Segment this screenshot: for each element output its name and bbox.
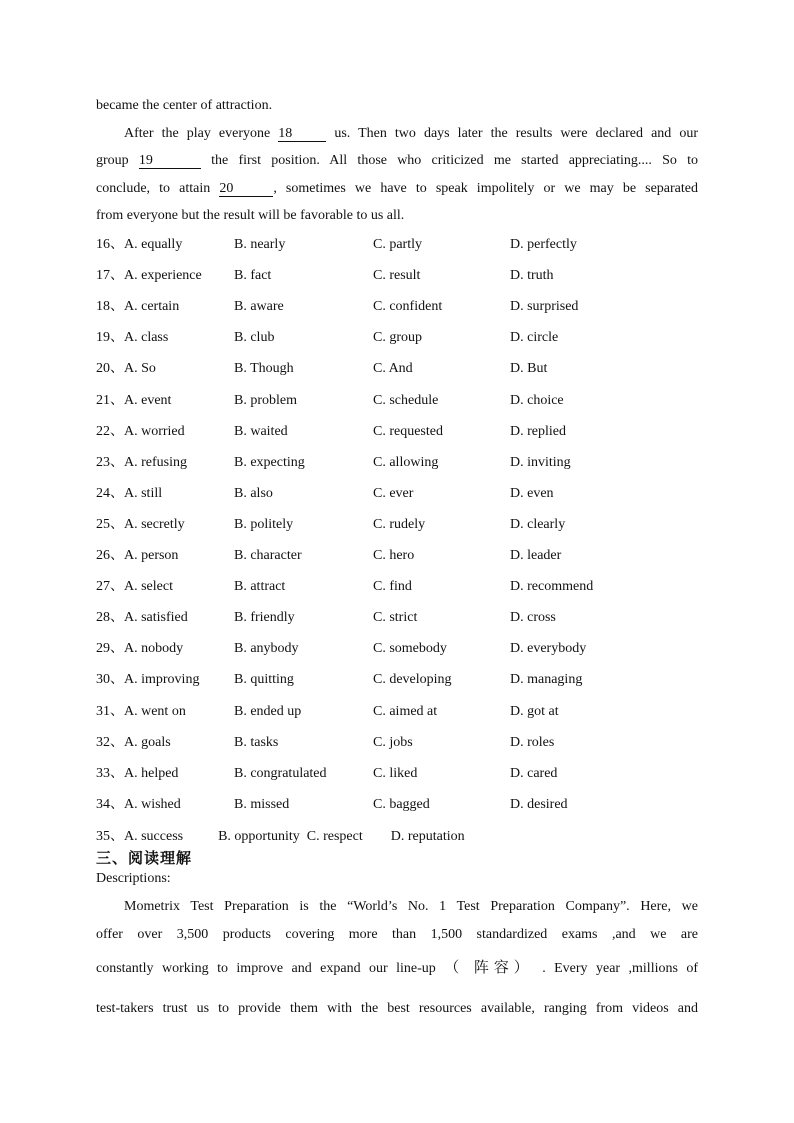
option-b: B. also [234,486,273,501]
option-d: D. recommend [510,579,594,594]
option-d: D. inviting [510,455,571,470]
option-d: D. perfectly [510,237,577,252]
reading-line-2: offer over 3,500 products covering more than 1,500 standardized exams ,and we are [96,927,698,942]
option-a: 33、A. helped [96,766,179,781]
option-a: 27、A. select [96,579,173,594]
option-c: C. strict [373,610,418,625]
blank-20: 20 [219,181,273,197]
question-35: 35、A. success B. opportunity C. respect D. reputation [96,829,465,844]
cjk-gloss: （ 阵容） [444,958,534,976]
option-c: C. allowing [373,455,439,470]
reading-text: . Every year ,millions of [542,961,699,976]
option-c: C. somebody [373,641,447,656]
option-a: 23、A. refusing [96,455,187,470]
option-a: 19、A. class [96,330,169,345]
option-b: B. congratulated [234,766,327,781]
option-d: D. cared [510,766,558,781]
option-b: B. politely [234,517,294,532]
passage-text: group [96,153,129,168]
option-b: B. nearly [234,237,286,252]
option-c: C. requested [373,424,443,439]
option-d: D. cross [510,610,556,625]
option-c: C. rudely [373,517,426,532]
passage-line-3 [96,152,698,170]
option-a: 29、A. nobody [96,641,184,656]
option-b: B. anybody [234,641,299,656]
descriptions-label: Descriptions: [96,871,171,886]
passage-text: conclude, to attain [96,181,211,196]
option-a: 30、A. improving [96,672,200,687]
option-c: C. And [373,361,413,376]
section-heading: 三、阅读理解 [96,849,193,867]
passage-text: , sometimes we have to speak impolitely or we may be separated [273,181,698,196]
option-c: C. ever [373,486,414,501]
option-b: B. expecting [234,455,305,470]
option-d: D. But [510,361,548,376]
option-d: D. surprised [510,299,579,314]
option-c: C. aimed at [373,704,438,719]
option-a: 20、A. So [96,361,156,376]
option-c: C. jobs [373,735,413,750]
option-b: B. attract [234,579,286,594]
option-b: B. tasks [234,735,279,750]
blank-18: 18 [278,126,326,142]
passage-line-5: from everyone but the result will be favorable to us all. [96,208,405,223]
option-c: C. liked [373,766,418,781]
option-a: 34、A. wished [96,797,181,812]
option-a: 25、A. secretly [96,517,185,532]
passage-text: After the play everyone [124,126,271,141]
option-d: D. circle [510,330,559,345]
option-a: 22、A. worried [96,424,185,439]
option-c: C. partly [373,237,422,252]
option-b: B. waited [234,424,288,439]
option-b: B. friendly [234,610,295,625]
passage-line-1: became the center of attraction. [96,98,273,113]
option-d: D. got at [510,704,559,719]
option-c: C. group [373,330,422,345]
option-d: D. choice [510,393,564,408]
option-a: 21、A. event [96,393,172,408]
option-a: 16、A. equally [96,237,183,252]
passage-text: us. Then two days later the results were declared and our [334,126,699,141]
option-d: D. clearly [510,517,566,532]
option-b: B. fact [234,268,272,283]
reading-line-1: Mometrix Test Preparation is the “World’s No. 1 Test Preparation Company”. Here, we [124,899,698,914]
option-a: 18、A. certain [96,299,180,314]
passage-line-4 [96,180,698,198]
option-b: B. Though [234,361,294,376]
option-c: C. find [373,579,412,594]
option-a: 24、A. still [96,486,163,501]
option-d: D. managing [510,672,583,687]
option-a: 26、A. person [96,548,179,563]
option-b: B. missed [234,797,290,812]
option-b: B. quitting [234,672,294,687]
passage-line-2 [124,125,698,143]
option-a: 32、A. goals [96,735,171,750]
option-c: C. bagged [373,797,430,812]
option-d: D. replied [510,424,566,439]
blank-19: 19 [139,153,201,169]
option-a: 31、A. went on [96,704,186,719]
reading-line-4: test-takers trust us to provide them with the best resources available, ranging from videos and [96,1001,698,1016]
option-d: D. even [510,486,554,501]
option-c: C. hero [373,548,415,563]
option-c: C. confident [373,299,443,314]
option-d: D. everybody [510,641,587,656]
option-c: C. result [373,268,421,283]
option-b: B. aware [234,299,284,314]
reading-line-3 [96,956,698,980]
option-d: D. truth [510,268,554,283]
option-b: B. problem [234,393,297,408]
option-a: 17、A. experience [96,268,202,283]
passage-text: the first position. All those who criticized me started appreciating.... So to [211,153,699,168]
option-c: C. schedule [373,393,439,408]
option-d: D. leader [510,548,562,563]
option-b: B. club [234,330,275,345]
option-c: C. developing [373,672,452,687]
option-a: 28、A. satisfied [96,610,188,625]
option-b: B. ended up [234,704,302,719]
option-d: D. roles [510,735,555,750]
option-b: B. character [234,548,302,563]
option-d: D. desired [510,797,568,812]
reading-text: constantly working to improve and expand our line-up [96,961,436,976]
